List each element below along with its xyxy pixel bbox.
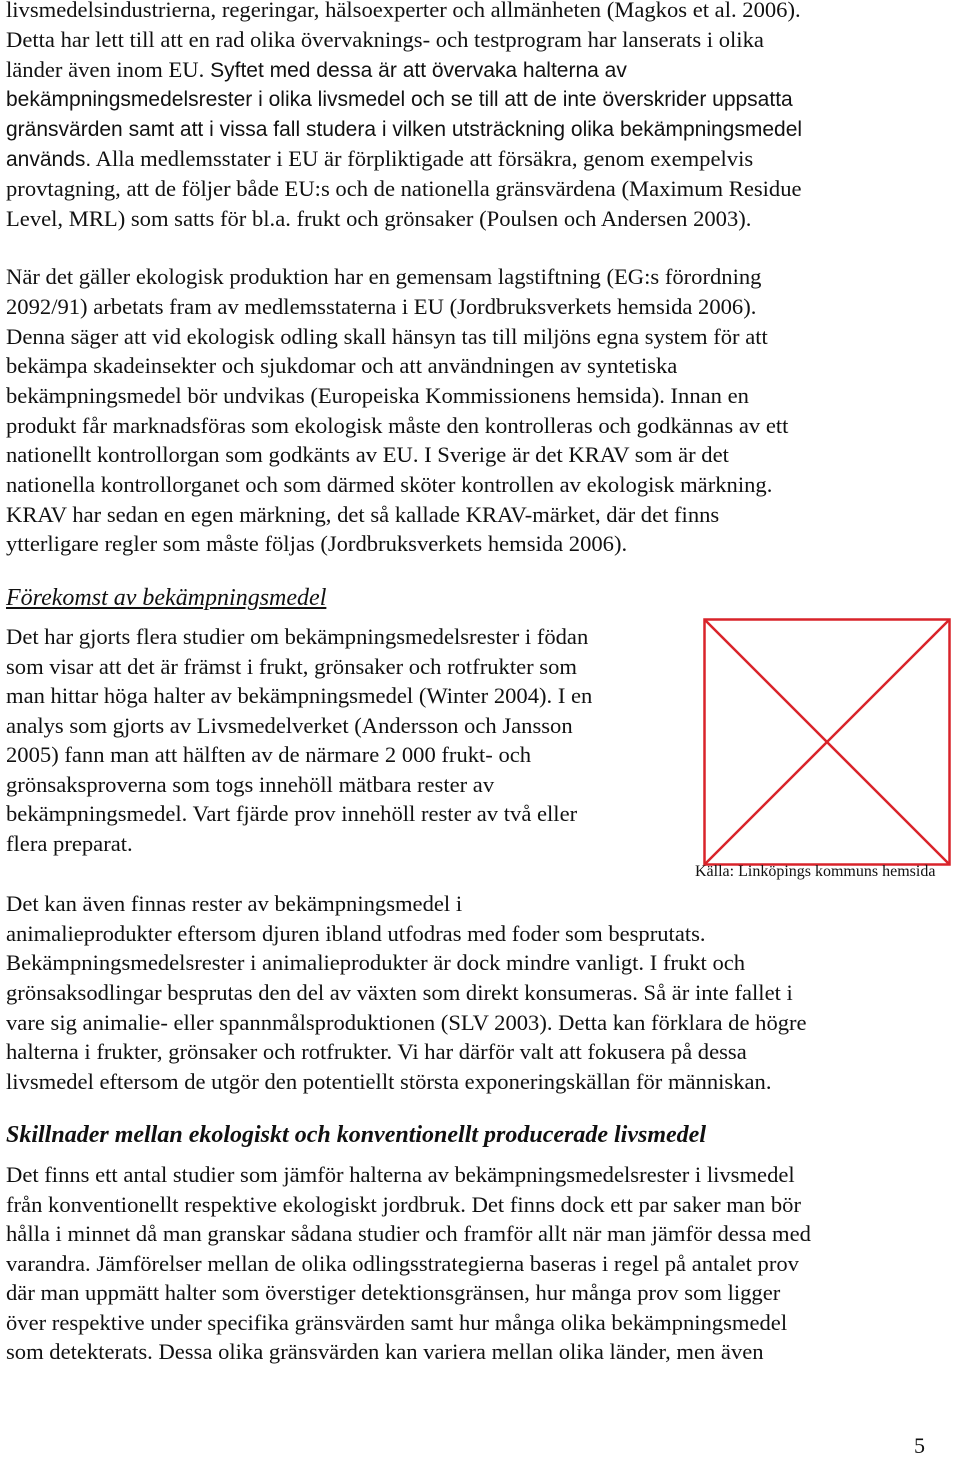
text-line: livsmedelsindustrierna, regeringar, hälsoexperter och allmänheten (Magkos et al. 2006). bbox=[6, 0, 801, 22]
text-line: Denna säger att vid ekologisk odling skall hänsyn tas till miljöns egna system för att bbox=[6, 324, 768, 349]
text-line: flera preparat. bbox=[6, 831, 133, 856]
text-fragment: används. bbox=[6, 148, 92, 171]
text-line: Bekämpningsmedelsrester i animalieprodukter är dock mindre vanligt. I frukt och bbox=[6, 950, 746, 975]
text-line: hålla i minnet då man granskar sådana studier och framför allt när man jämför dessa med bbox=[6, 1221, 811, 1246]
text-line: från konventionellt respektive ekologiskt jordbruk. Det finns dock ett par saker man bör bbox=[6, 1192, 801, 1217]
text-line: vare sig animalie- eller spannmålsproduktionen (SLV 2003). Detta kan förklara de högre bbox=[6, 1010, 807, 1035]
text-line: Det har gjorts flera studier om bekämpningsmedelsrester i födan bbox=[6, 624, 589, 649]
text-line: bekämpningsmedel. Vart fjärde prov innehöll rester av två eller bbox=[6, 801, 578, 826]
text-line: bekämpningsmedel bör undvikas (Europeiska Kommissionens hemsida). Innan en bbox=[6, 383, 749, 408]
text-line bbox=[6, 55, 627, 86]
text-line: man hittar höga halter av bekämpningsmedel (Winter 2004). I en bbox=[6, 683, 593, 708]
text-fragment: Alla medlemsstater i EU är förpliktigade att försäkra, genom exempelvis bbox=[91, 146, 754, 171]
text-line bbox=[6, 144, 753, 175]
section-heading: Förekomst av bekämpningsmedel bbox=[6, 585, 327, 611]
text-line: Detta har lett till att en rad olika övervaknings- och testprogram har lanserats i olika bbox=[6, 27, 764, 52]
text-line: som visar att det är främst i frukt, grönsaker och rotfrukter som bbox=[6, 654, 577, 679]
text-line: nationella kontrollorganet och som därmed sköter kontrollen av ekologisk märkning. bbox=[6, 472, 773, 497]
text-line: grönsaksproverna som togs innehöll mätbara rester av bbox=[6, 772, 495, 797]
text-line: Level, MRL) som satts för bl.a. frukt och grönsaker (Poulsen och Andersen 2003). bbox=[6, 206, 752, 231]
text-line: Det finns ett antal studier som jämför halterna av bekämpningsmedelsrester i livsmedel bbox=[6, 1162, 795, 1187]
text-line: När det gäller ekologisk produktion har en gemensam lagstiftning (EG:s förordning bbox=[6, 264, 762, 289]
text-line: produkt får marknadsföras som ekologisk måste den kontrolleras och godkännas av ett bbox=[6, 413, 789, 438]
text-line: grönsaksodlingar besprutas den del av växten som direkt konsumeras. Så är inte fallet i bbox=[6, 980, 793, 1005]
text-line: nationellt kontrollorgan som godkänts av EU. I Sverige är det KRAV som är det bbox=[6, 442, 729, 467]
text-fragment: länder även inom EU. bbox=[6, 57, 205, 82]
text-line: över respektive under specifika gränsvärden samt hur många olika bekämpningsmedel bbox=[6, 1310, 788, 1335]
text-line: provtagning, att de följer både EU:s och de nationella gränsvärdena (Maximum Residue bbox=[6, 176, 802, 201]
text-line: gränsvärden samt att i vissa fall studera i vilken utsträckning olika bekämpningsmedel bbox=[6, 118, 803, 141]
missing-image-placeholder bbox=[703, 618, 951, 866]
figure-caption: Källa: Linköpings kommuns hemsida bbox=[695, 863, 936, 880]
text-fragment: Syftet med dessa är att övervaka halterna av bbox=[204, 59, 627, 82]
text-line: bekämpa skadeinsekter och sjukdomar och att användningen av syntetiska bbox=[6, 353, 678, 378]
text-line: där man uppmätt halter som överstiger detektionsgränsen, hur många prov som ligger bbox=[6, 1280, 781, 1305]
text-line: KRAV har sedan en egen märkning, det så kallade KRAV-märket, där det finns bbox=[6, 502, 720, 527]
text-line: livsmedel eftersom de utgör den potentiellt största exponeringskällan för människan. bbox=[6, 1069, 772, 1094]
section-heading: Skillnader mellan ekologiskt och konventionellt producerade livsmedel bbox=[6, 1122, 706, 1148]
page-number: 5 bbox=[914, 1433, 925, 1458]
text-line: 2092/91) arbetats fram av medlemsstaterna i EU (Jordbruksverkets hemsida 2006). bbox=[6, 294, 757, 319]
text-line: ytterligare regler som måste följas (Jordbruksverkets hemsida 2006). bbox=[6, 531, 628, 556]
text-line: Det kan även finnas rester av bekämpningsmedel i bbox=[6, 891, 463, 916]
text-line: halterna i frukter, grönsaker och rotfrukter. Vi har därför valt att fokusera på dessa bbox=[6, 1039, 747, 1064]
text-line: som detekterats. Dessa olika gränsvärden kan variera mellan olika länder, men även bbox=[6, 1339, 764, 1364]
text-line: varandra. Jämförelser mellan de olika odlingsstrategierna baseras i regel på antalet prov bbox=[6, 1251, 799, 1276]
text-line: 2005) fann man att hälften av de närmare 2 000 frukt- och bbox=[6, 742, 532, 767]
text-line: animalieprodukter eftersom djuren ibland utfodras med foder som besprutats. bbox=[6, 921, 706, 946]
text-line: analys som gjorts av Livsmedelverket (Andersson och Jansson bbox=[6, 713, 573, 738]
text-line: bekämpningsmedelsrester i olika livsmedel och se till att de inte överskrider uppsatta bbox=[6, 88, 793, 111]
